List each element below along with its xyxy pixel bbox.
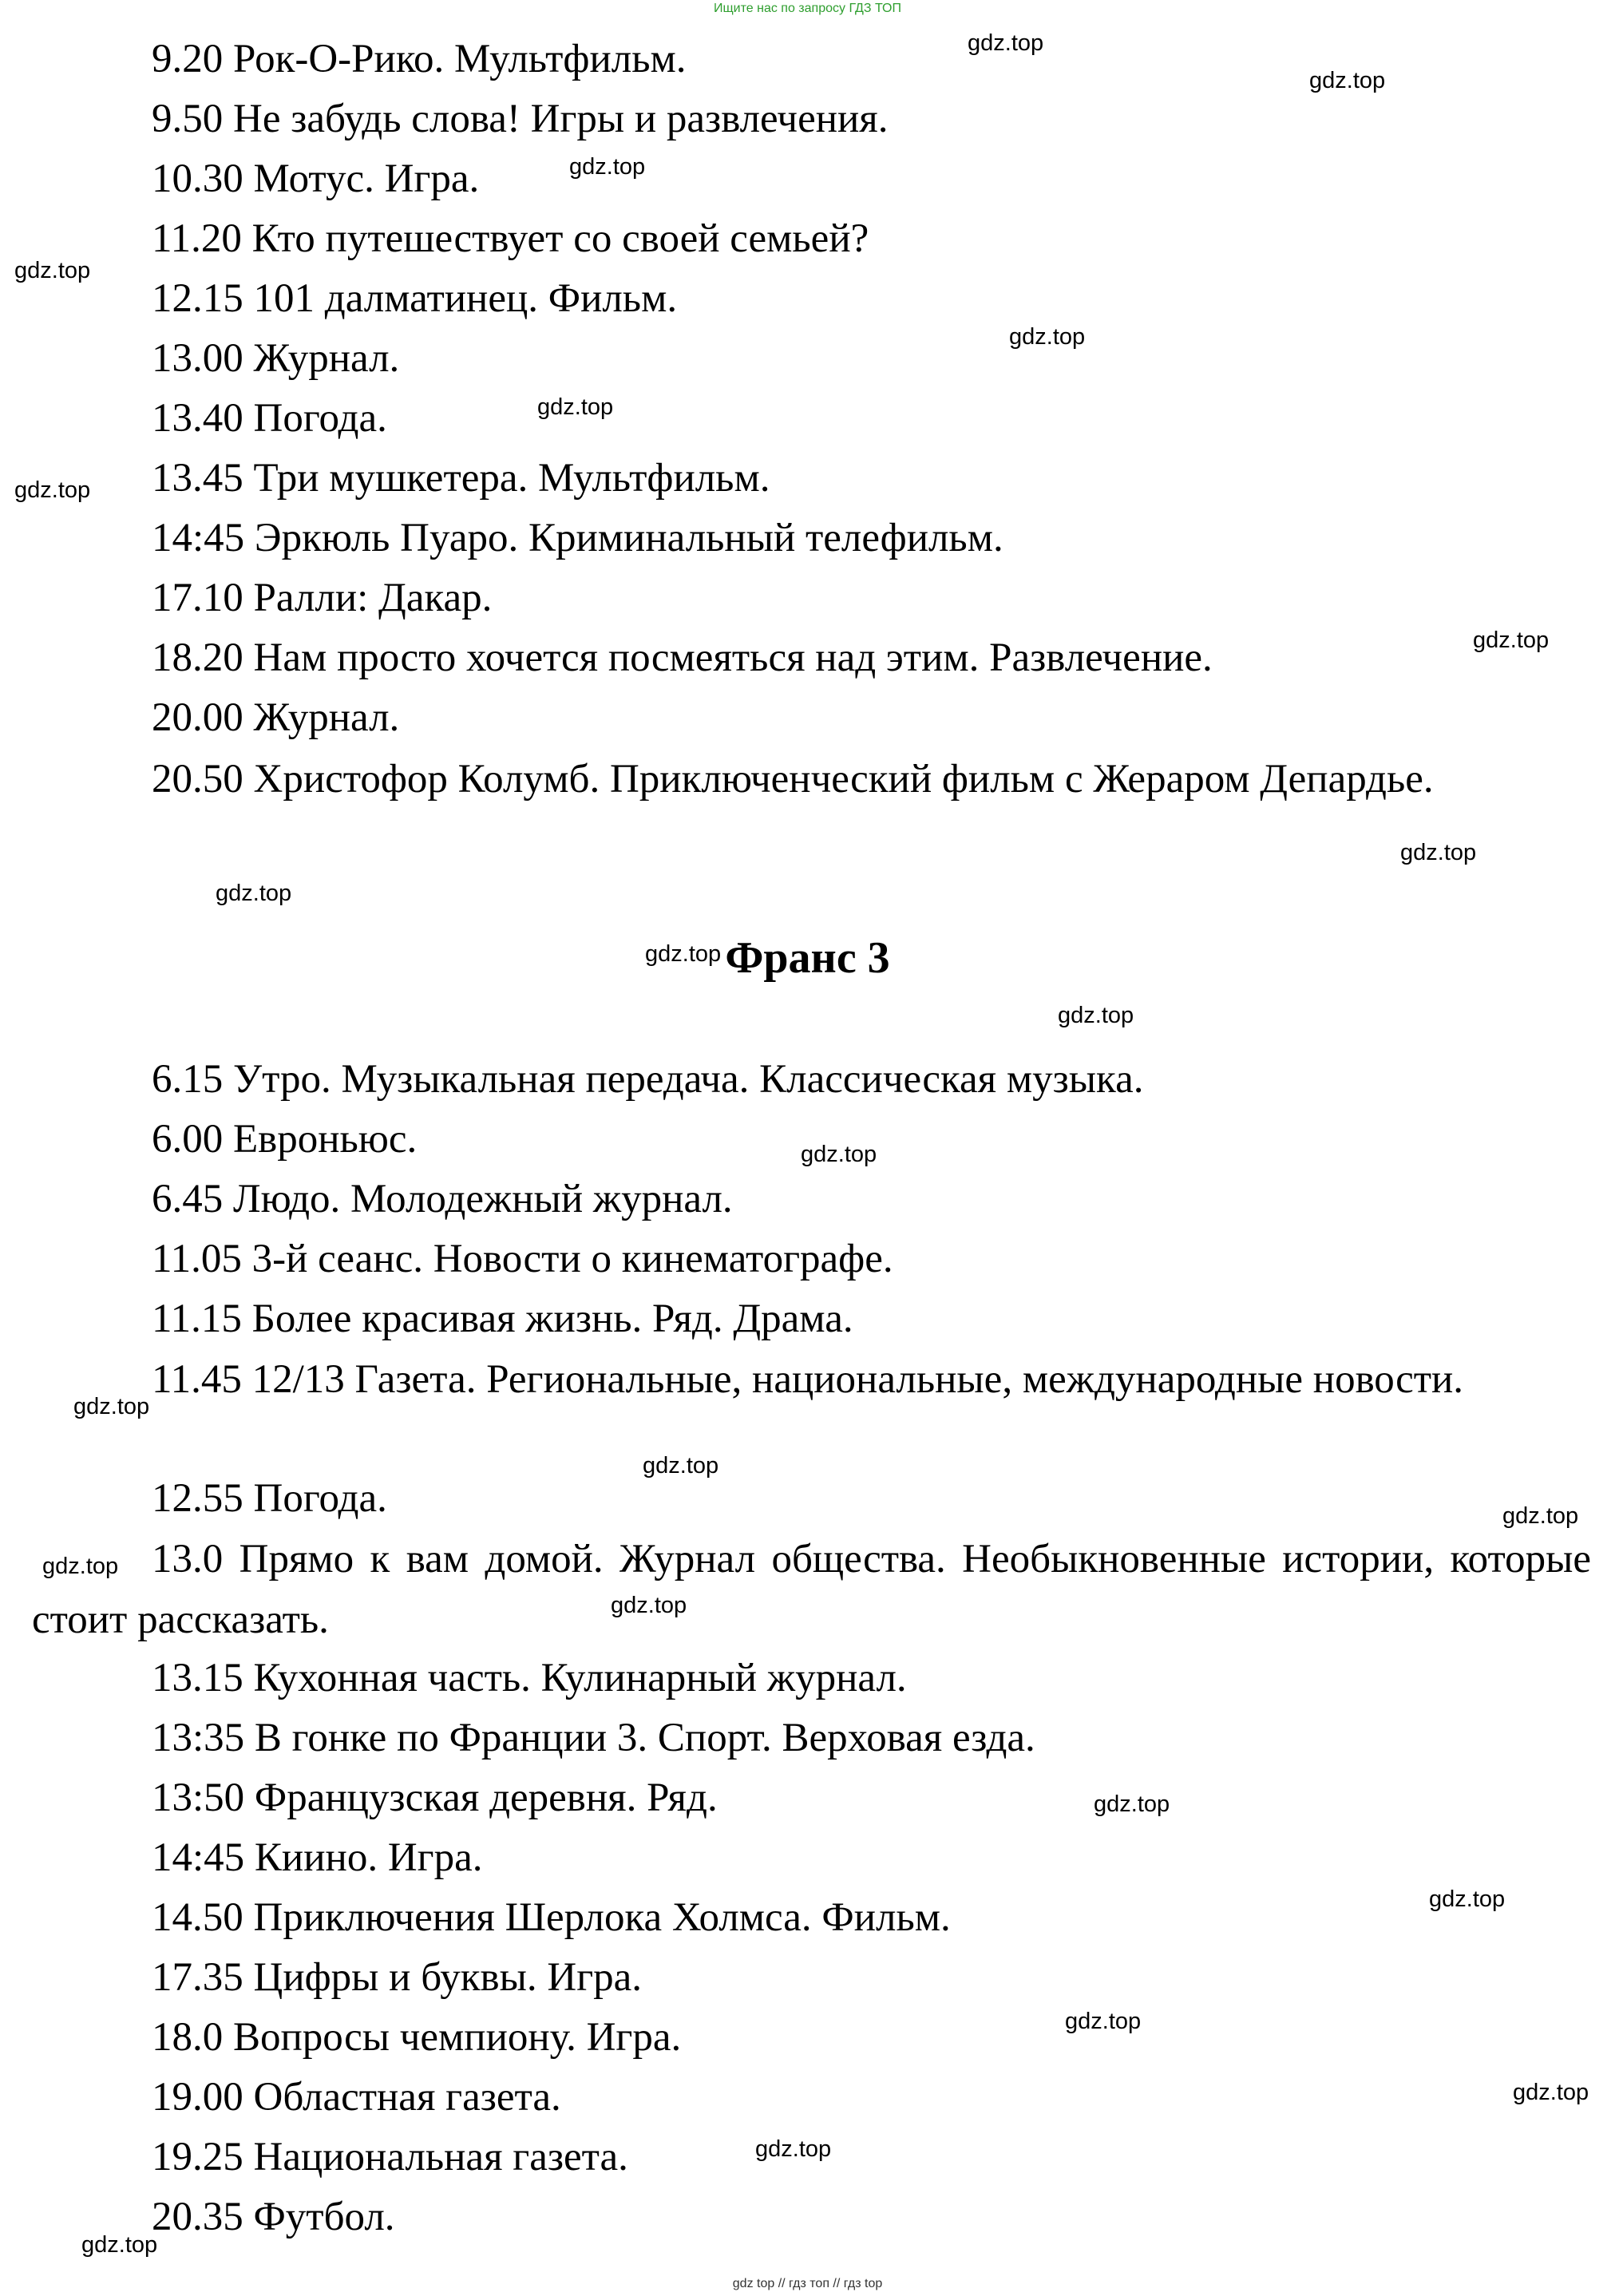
watermark: gdz.top — [1429, 1886, 1506, 1912]
schedule-line: 11.20 Кто путешествует со своей семьей? — [152, 216, 869, 261]
schedule-line: 14:45 Эркюль Пуаро. Криминальный телефильм. — [152, 516, 1003, 560]
watermark: gdz.top — [216, 881, 292, 906]
watermark: gdz.top — [42, 1554, 119, 1579]
schedule-line: 13:50 Французская деревня. Ряд. — [152, 1775, 718, 1820]
schedule-line: 6.45 Людо. Молодежный журнал. — [152, 1177, 733, 1221]
bottom-banner: gdz top // гдз топ // гдз top — [732, 2277, 883, 2290]
schedule-line: 6.15 Утро. Музыкальная передача. Классическая музыка. — [152, 1057, 1144, 1102]
watermark: gdz.top — [643, 1453, 719, 1479]
watermark: gdz.top — [1065, 2009, 1142, 2034]
watermark: gdz.top — [14, 258, 91, 283]
schedule-line: 18.0 Вопросы чемпиону. Игра. — [152, 2015, 682, 2060]
schedule-line: 18.20 Нам просто хочется посмеяться над этим. Развлечение. — [152, 635, 1213, 680]
watermark: gdz.top — [73, 1394, 150, 1419]
schedule-line: 17.35 Цифры и буквы. Игра. — [152, 1955, 642, 2000]
schedule-line: 13.40 Погода. — [152, 396, 387, 441]
schedule-line: 20.00 Журнал. — [152, 695, 400, 740]
schedule-line: 12.55 Погода. — [152, 1476, 387, 1521]
watermark: gdz.top — [569, 154, 646, 180]
schedule-line: 6.00 Евроньюс. — [152, 1117, 418, 1162]
watermark: gdz.top — [537, 394, 614, 420]
schedule-paragraph: 11.45 12/13 Газета. Региональные, национальные, международные новости. — [152, 1357, 1464, 1402]
schedule-line: 9.20 Рок-О-Рико. Мультфильм. — [152, 37, 687, 81]
schedule-line: 14.50 Приключения Шерлока Холмса. Фильм. — [152, 1895, 951, 1940]
schedule-line: 13.45 Три мушкетера. Мультфильм. — [152, 456, 770, 501]
schedule-line: 9.50 Не забудь слова! Игры и развлечения. — [152, 97, 889, 141]
schedule-line: 12.15 101 далматинец. Фильм. — [152, 276, 678, 321]
schedule-line: 17.10 Ралли: Дакар. — [152, 576, 493, 620]
watermark: gdz.top — [1513, 2080, 1589, 2105]
watermark: gdz.top — [81, 2232, 158, 2258]
watermark: gdz.top — [1309, 68, 1386, 93]
watermark: gdz.top — [645, 941, 722, 967]
watermark: gdz.top — [611, 1593, 687, 1618]
schedule-paragraph: 13.0 Прямо к вам домой. Журнал общества. Необыкновенные истории, которые стоит рассказать. — [32, 1537, 1591, 1642]
watermark: gdz.top — [1094, 1791, 1170, 1817]
schedule-line: 13:35 В гонке по Франции 3. Спорт. Верховая езда. — [152, 1716, 1035, 1760]
schedule-paragraph: 20.50 Христофор Колумб. Приключенческий фильм с Жераром Депардье. — [152, 757, 1434, 802]
schedule-line: 20.35 Футбол. — [152, 2195, 395, 2239]
watermark: gdz.top — [14, 477, 91, 503]
top-banner: Ищите нас по запросу ГДЗ ТОП — [714, 2, 901, 15]
schedule-line: 11.15 Более красивая жизнь. Ряд. Драма. — [152, 1296, 853, 1341]
watermark: gdz.top — [801, 1142, 877, 1167]
watermark: gdz.top — [1400, 840, 1477, 865]
watermark: gdz.top — [1473, 627, 1550, 653]
schedule-line: 11.05 3-й сеанс. Новости о кинематографе. — [152, 1237, 893, 1281]
schedule-line: 19.25 Национальная газета. — [152, 2135, 628, 2179]
watermark: gdz.top — [968, 30, 1044, 56]
watermark: gdz.top — [1009, 324, 1086, 350]
schedule-line: 13.15 Кухонная часть. Кулинарный журнал. — [152, 1656, 907, 1700]
watermark: gdz.top — [1058, 1003, 1134, 1028]
section-heading: Франс 3 — [725, 933, 890, 983]
schedule-line: 19.00 Областная газета. — [152, 2075, 561, 2120]
schedule-line: 14:45 Киино. Игра. — [152, 1835, 483, 1880]
schedule-line: 13.00 Журнал. — [152, 336, 400, 381]
watermark: gdz.top — [1502, 1503, 1579, 1529]
schedule-line: 10.30 Мотус. Игра. — [152, 156, 480, 201]
watermark: gdz.top — [755, 2136, 832, 2162]
